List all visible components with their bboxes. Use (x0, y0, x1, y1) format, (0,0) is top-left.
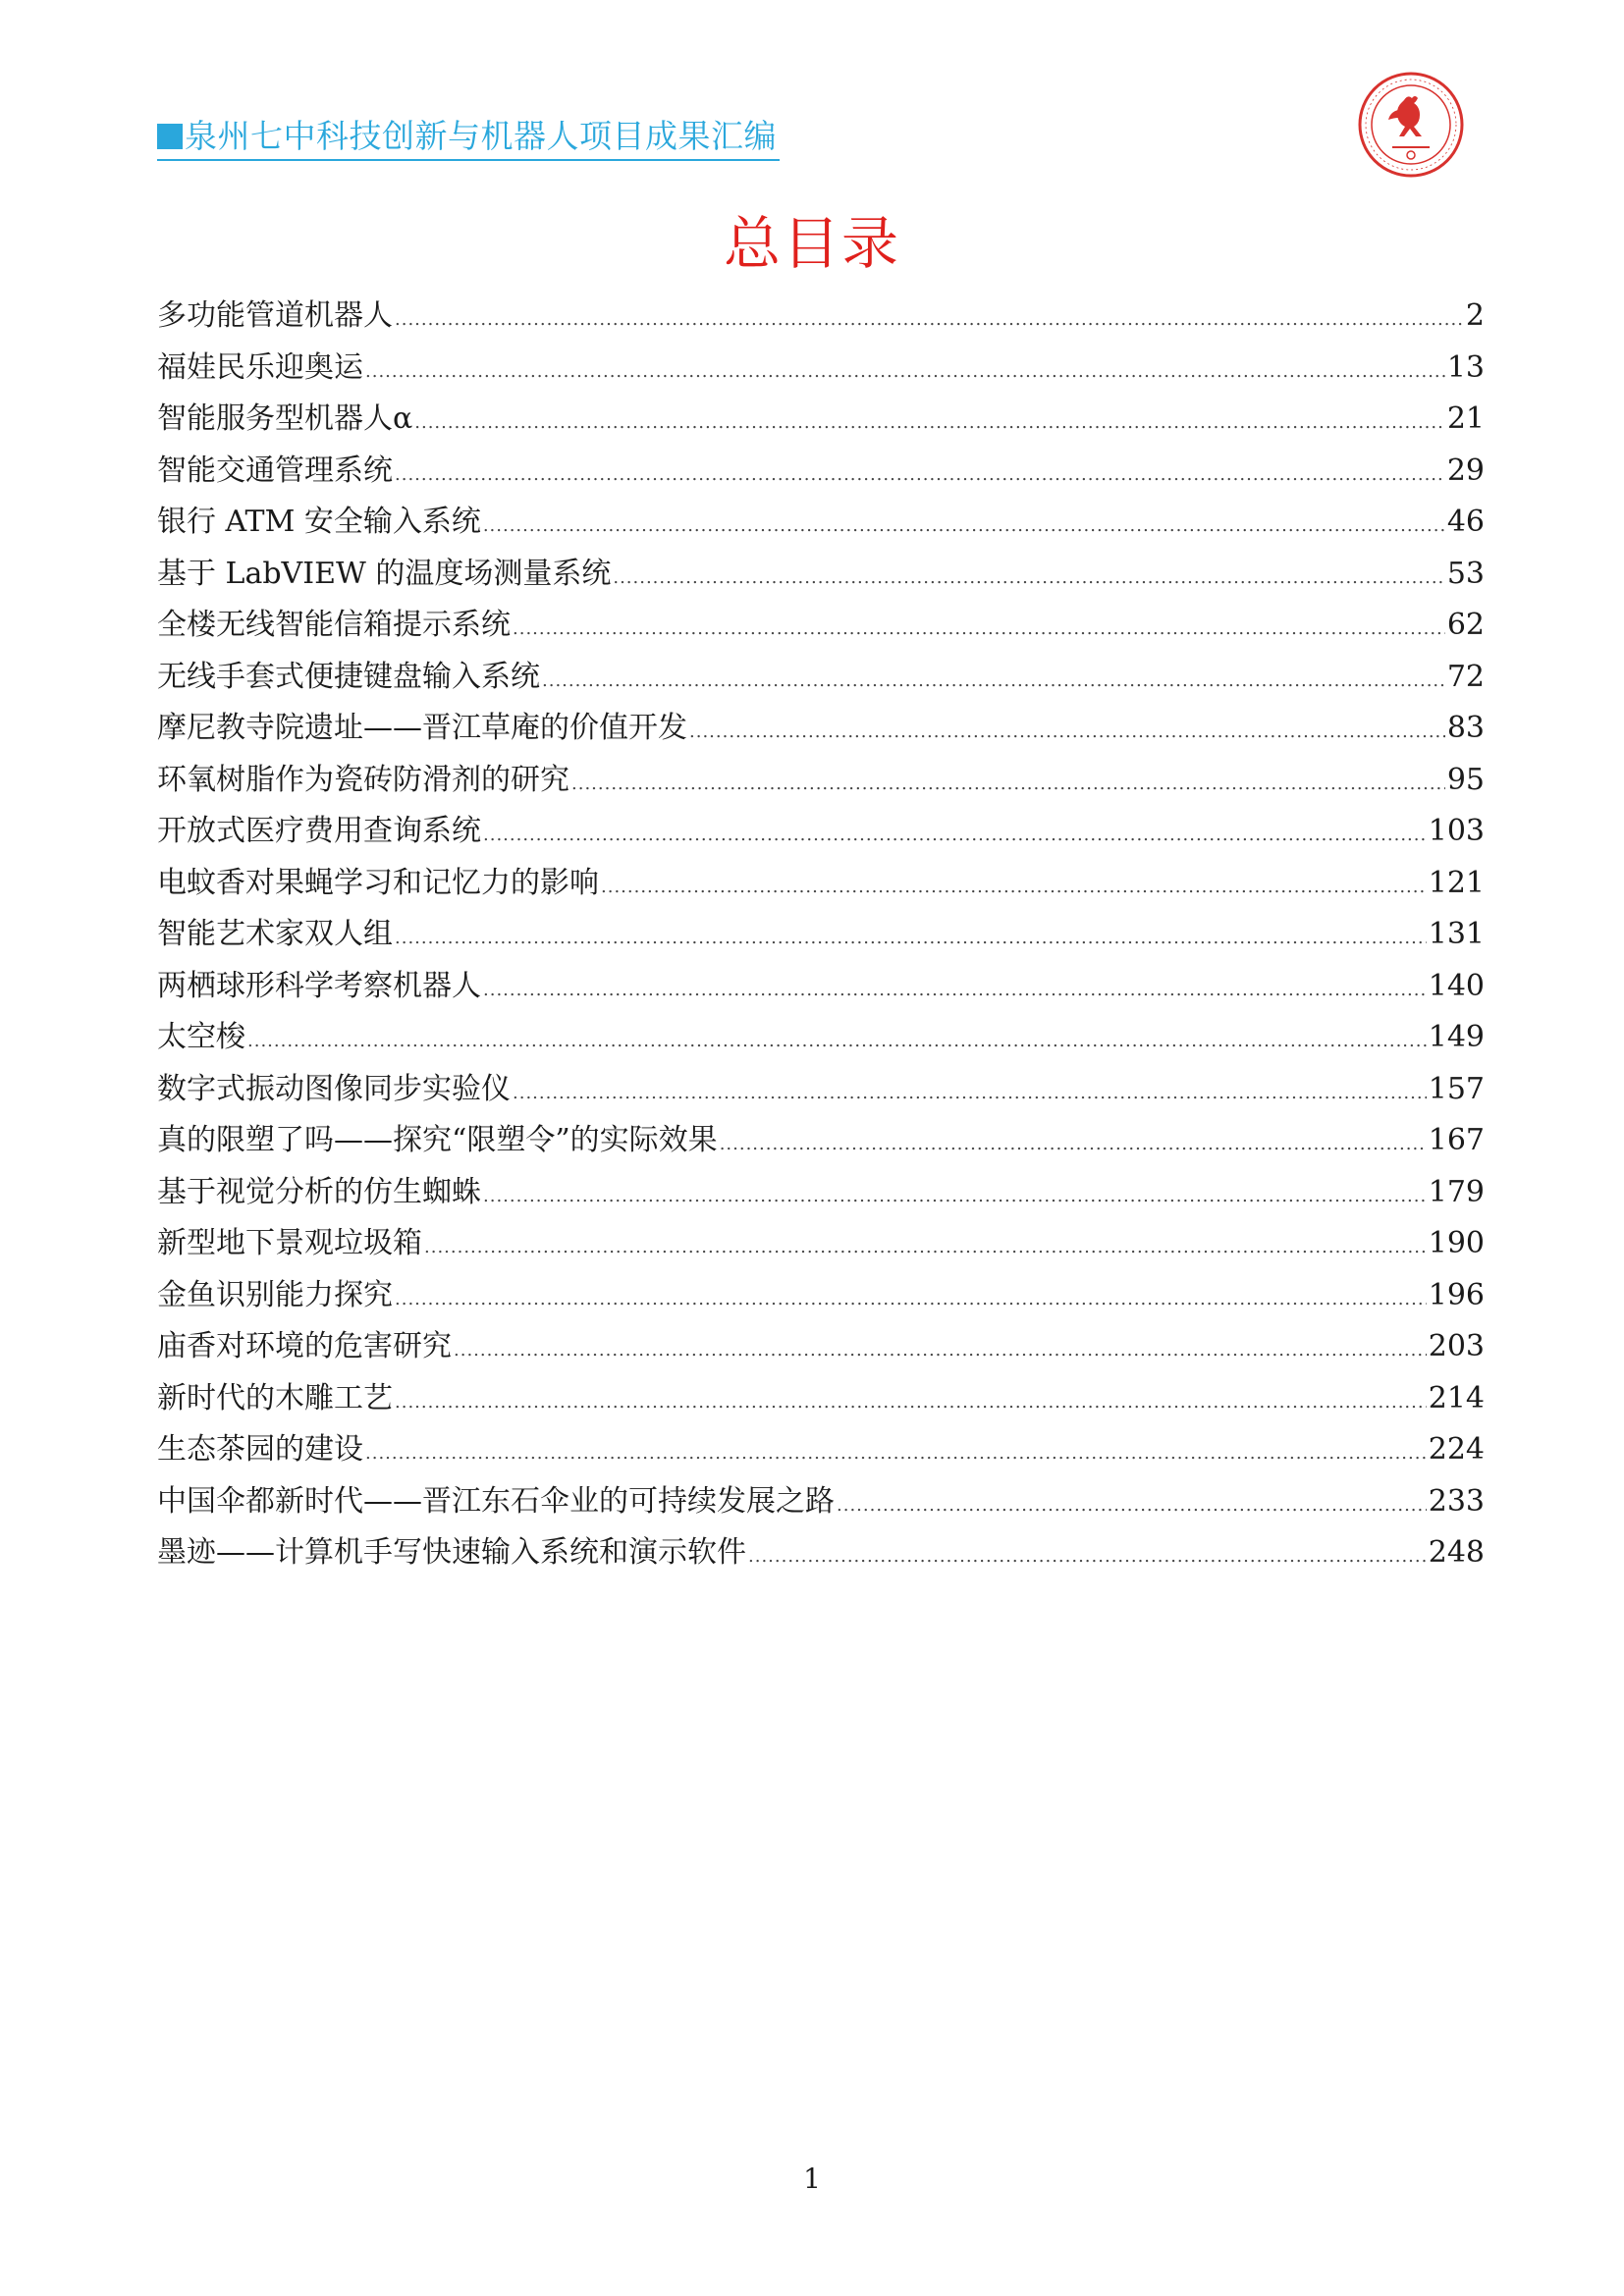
toc-entry-page: 248 (1428, 1535, 1485, 1570)
toc-entry-page: 121 (1428, 865, 1485, 900)
toc-dot-leader (571, 759, 1445, 810)
toc-dot-leader (395, 1377, 1427, 1428)
table-of-contents (157, 291, 1485, 1579)
toc-entry-page: 190 (1428, 1226, 1485, 1260)
toc-dot-leader (613, 553, 1444, 604)
toc-entry-title: 墨迹——计算机手写快速输入系统和演示软件 (157, 1535, 746, 1570)
toc-entry-page: 83 (1446, 711, 1485, 745)
toc-entry-page: 179 (1428, 1174, 1485, 1209)
toc-entry-page: 140 (1428, 968, 1485, 1003)
toc-dot-leader (513, 1068, 1427, 1119)
square-bullet-icon (157, 124, 183, 149)
toc-entry-title: 金鱼识别能力探究 (157, 1277, 393, 1312)
toc-dot-leader (483, 501, 1445, 552)
toc-entry-page: 72 (1446, 659, 1485, 694)
toc-entry[interactable] (157, 1476, 1485, 1528)
toc-entry-page: 131 (1428, 917, 1485, 951)
toc-entry[interactable] (157, 703, 1485, 755)
toc-dot-leader (483, 965, 1427, 1016)
toc-entry[interactable] (157, 291, 1485, 343)
toc-entry-title: 基于视觉分析的仿生蜘蛛 (157, 1174, 481, 1209)
toc-entry-page: 95 (1446, 762, 1485, 797)
toc-entry-title: 全楼无线智能信箱提示系统 (157, 608, 511, 642)
toc-entry-title: 庙香对环境的危害研究 (157, 1329, 452, 1363)
toc-entry[interactable] (157, 497, 1485, 549)
toc-entry-title: 数字式振动图像同步实验仪 (157, 1071, 511, 1106)
toc-entry-title: 智能服务型机器人α (157, 401, 413, 436)
toc-entry[interactable] (157, 1012, 1485, 1064)
toc-entry[interactable] (157, 1373, 1485, 1425)
toc-entry[interactable] (157, 961, 1485, 1013)
toc-entry[interactable] (157, 600, 1485, 652)
toc-entry-page: 2 (1465, 298, 1485, 333)
toc-entry-page: 13 (1446, 349, 1485, 385)
toc-dot-leader (454, 1325, 1427, 1376)
toc-entry[interactable] (157, 1218, 1485, 1270)
toc-entry[interactable] (157, 1321, 1485, 1373)
toc-entry[interactable] (157, 1167, 1485, 1219)
toc-dot-leader (424, 1222, 1427, 1273)
toc-entry-page: 203 (1428, 1329, 1485, 1363)
toc-dot-leader (395, 450, 1445, 501)
toc-entry[interactable] (157, 858, 1485, 910)
toc-entry[interactable] (157, 446, 1485, 498)
toc-entry-title: 电蚊香对果蝇学习和记忆力的影响 (157, 865, 599, 900)
toc-entry-page: 46 (1446, 505, 1485, 539)
toc-dot-leader (483, 1171, 1427, 1222)
toc-entry[interactable] (157, 549, 1485, 601)
toc-entry-title: 两栖球形科学考察机器人 (157, 968, 481, 1003)
toc-entry-page: 196 (1428, 1277, 1485, 1312)
toc-entry-title: 真的限塑了吗——探究“限塑令”的实际效果 (157, 1123, 718, 1157)
header-title-text: 泉州七中科技创新与机器人项目成果汇编 (185, 117, 777, 155)
toc-entry-title: 无线手套式便捷键盘输入系统 (157, 659, 540, 694)
toc-dot-leader (748, 1531, 1427, 1582)
toc-entry[interactable] (157, 1270, 1485, 1322)
toc-entry-title: 中国伞都新时代——晋江东石伞业的可持续发展之路 (157, 1483, 835, 1519)
toc-dot-leader (513, 604, 1445, 655)
toc-entry-title: 新时代的木雕工艺 (157, 1380, 393, 1415)
school-seal-icon (1357, 71, 1465, 179)
toc-entry[interactable] (157, 394, 1485, 446)
toc-entry-title: 银行 ATM 安全输入系统 (157, 505, 481, 539)
toc-entry-title: 福娃民乐迎奥运 (157, 349, 363, 385)
toc-dot-leader (601, 862, 1427, 913)
toc-entry-title: 环氧树脂作为瓷砖防滑剂的研究 (157, 762, 569, 797)
toc-entry-page: 157 (1428, 1071, 1485, 1106)
toc-entry-page: 224 (1428, 1432, 1485, 1467)
toc-entry[interactable] (157, 1064, 1485, 1116)
toc-entry-title: 智能艺术家双人组 (157, 917, 393, 951)
toc-entry-page: 29 (1446, 453, 1485, 488)
toc-entry-title: 摩尼教寺院遗址——晋江草庵的价值开发 (157, 711, 687, 745)
running-header (157, 116, 785, 163)
toc-entry-title: 新型地下景观垃圾箱 (157, 1226, 422, 1260)
toc-entry-page: 233 (1428, 1483, 1485, 1519)
toc-entry-title: 多功能管道机器人 (157, 298, 393, 333)
toc-entry[interactable] (157, 806, 1485, 858)
toc-entry[interactable] (157, 909, 1485, 961)
toc-entry[interactable] (157, 1527, 1485, 1579)
toc-entry-page: 214 (1428, 1380, 1485, 1415)
toc-entry[interactable] (157, 755, 1485, 807)
toc-entry-page: 53 (1446, 556, 1485, 591)
toc-dot-leader (365, 347, 1445, 398)
toc-entry-page: 21 (1446, 401, 1485, 436)
toc-entry-title: 太空梭 (157, 1020, 245, 1054)
toc-dot-leader (395, 294, 1464, 346)
toc-entry-page: 149 (1428, 1020, 1485, 1054)
toc-entry-title: 生态茶园的建设 (157, 1432, 363, 1467)
toc-dot-leader (689, 707, 1445, 758)
toc-entry-page: 103 (1428, 814, 1485, 848)
toc-entry[interactable] (157, 1115, 1485, 1167)
header-title (157, 116, 785, 157)
toc-dot-leader (542, 656, 1445, 707)
toc-dot-leader (483, 810, 1427, 861)
toc-entry[interactable] (157, 1424, 1485, 1476)
header-underline (157, 159, 780, 161)
toc-dot-leader (837, 1480, 1427, 1531)
toc-entry[interactable] (157, 343, 1485, 395)
toc-entry-page: 62 (1446, 608, 1485, 642)
toc-entry-title: 开放式医疗费用查询系统 (157, 814, 481, 848)
page-number: 1 (803, 2163, 821, 2195)
toc-dot-leader (414, 398, 1445, 449)
toc-entry[interactable] (157, 652, 1485, 704)
toc-dot-leader (395, 1274, 1427, 1325)
toc-dot-leader (365, 1428, 1427, 1479)
toc-entry-title: 智能交通管理系统 (157, 453, 393, 488)
toc-entry-page: 167 (1428, 1123, 1485, 1157)
toc-dot-leader (395, 913, 1427, 964)
toc-dot-leader (720, 1119, 1427, 1170)
toc-entry-title: 基于 LabVIEW 的温度场测量系统 (157, 556, 612, 591)
page-title: 总目录 (723, 210, 900, 277)
toc-dot-leader (247, 1016, 1427, 1067)
